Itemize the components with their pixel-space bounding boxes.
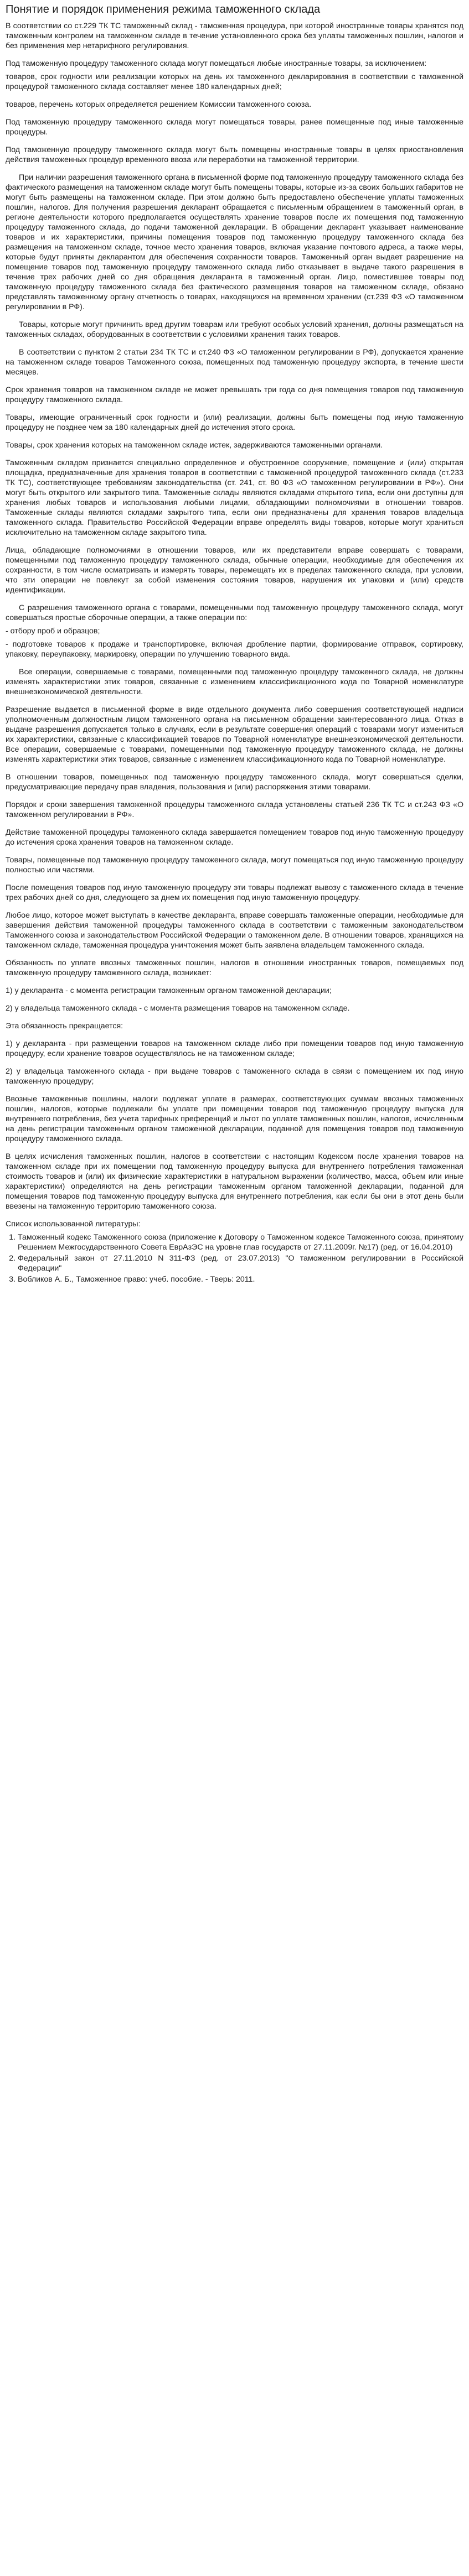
paragraph: Разрешение выдается в письменной форме в виде отдельного документа либо совершения соответствующей надписи уполномоченным должностным лицом таможенного органа на письменном обращении заинтересованного лица. Отказ в выдаче разрешения допускается только в случаях, если в результате совершения операций с товарами могут измениться их характеристики, связанные с классификацией товаров по Товарной номенклатуре внешнеэкономической деятельности. Все операции, совершаемые с товарами, помещенными под таможенную процедуру таможенного склада, не должны изменять характеристики этих товаров, связанные с изменением классификационного кода по Товарной номенклатуре. (6, 705, 463, 764)
paragraph: Под таможенную процедуру таможенного склада могут помещаться товары, ранее помещенные под иные таможенные процедуры. (6, 118, 463, 137)
paragraph: В соответствии с пунктом 2 статьи 234 ТК ТС и ст.240 ФЗ «О таможенном регулировании в РФ), допускается хранение на таможенном складе товаров Таможенного союза, помещенных под таможенную процедуру экспорта, в течение шести месяцев. (6, 348, 463, 377)
references-heading: Список использованной литературы: (6, 1220, 141, 1229)
paragraph: В соответствии со ст.229 ТК ТС таможенный склад - таможенная процедура, при которой иностранные товары хранятся под таможенным контролем на таможенном складе в течение установленного срока без уплаты таможенных пошлин, налогов и без применения мер нетарифного регулирования. (6, 22, 463, 50)
list-item: - подготовке товаров к продаже и транспортировке, включая дробление партии, формирование отправок, сортировку, упаковку, переупаковку, маркировку, операции по улучшению товарного вида. (6, 640, 463, 659)
paragraph: Обязанность по уплате ввозных таможенных пошлин, налогов в отношении иностранных товаров, помещаемых под таможенную процедуру таможенного склада, возникает: (6, 959, 463, 977)
page-title: Понятие и порядок применения режима таможенного склада (6, 3, 321, 15)
paragraph: Любое лицо, которое может выступать в качестве декларанта, вправе совершать таможенные операции, необходимые для завершения действия таможенной процедуры таможенного склада в соответствии с таможенным законодательством Таможенного союза и законодательством Российской Федерации о таможенном деле. В отношении товаров, хранящихся на таможенном складе, таможенная процедура уничтожения может быть заявлена владельцем таможенного склада. (6, 911, 463, 950)
list-item: товаров, перечень которых определяется решением Комиссии таможенного союза. (6, 100, 312, 109)
paragraph: После помещения товаров под иную таможенную процедуру эти товары подлежат вывозу с таможенного склада в течение трех рабочих дней со дня, следующего за днем их помещения под иную таможенную процедуру. (6, 883, 463, 902)
reference-item: 1. Таможенный кодекс Таможенного союза (приложение к Договору о Таможенном кодексе Таможенного союза, принятому Решением Межгосударственного Совета ЕврАзЭС на уровне глав государств от 27.11.2009г. №17) (ред. от 16.04.2010) (18, 1232, 463, 1252)
paragraph: Эта обязанность прекращается: (6, 1022, 123, 1031)
paragraph: С разрешения таможенного органа с товарами, помещенными под таможенную процедуру таможенного склада, могут совершаться простые сборочные операции, а также операции по: (6, 603, 463, 622)
list-item: товаров, срок годности или реализации которых на день их таможенного декларирования в соответствии с таможенной процедурой таможенного склада составляет менее 180 календарных дней; (6, 72, 463, 91)
paragraph: Все операции, совершаемые с товарами, помещенными под таможенную процедуру таможенного склада, не должны изменять характеристики этих товаров, связанные с изменением классификационного кода по Товарной номенклатуре внешнеэкономической деятельности. (6, 668, 463, 696)
paragraph: Под таможенную процедуру таможенного склада могут быть помещены иностранные товары в целях приостановления действия таможенных процедур временного ввоза или переработки на таможенной территории. (6, 145, 463, 164)
list-item: - отбору проб и образцов; (6, 627, 100, 636)
paragraph: Товары, срок хранения которых на таможенном складе истек, задерживаются таможенными органами. (6, 441, 383, 450)
paragraph: Ввозные таможенные пошлины, налоги подлежат уплате в размерах, соответствующих суммам ввозных таможенных пошлин, налогов, которые подлежали бы уплате при помещении товаров под таможенную процедуру выпуска для внутреннего потребления, без учета тарифных преференций и льгот по уплате таможенных пошлин, налогов, исчисленным на день регистрации таможенным органом таможенной декларации, поданной для помещения товаров под таможенную процедуру таможенного склада. (6, 1095, 463, 1143)
paragraph: Товары, имеющие ограниченный срок годности и (или) реализации, должны быть помещены под иную таможенную процедуру не позднее чем за 180 календарных дней до истечения этого срока. (6, 413, 463, 432)
list-item: 2) у владельца таможенного склада - с момента размещения товаров на таможенном складе. (6, 1004, 350, 1013)
paragraph: Товары, которые могут причинить вред другим товарам или требуют особых условий хранения, должны размещаться на таможенных складах, оборудованных в соответствии с условиями хранения таких товаров. (6, 320, 463, 339)
paragraph: Товары, помещенные под таможенную процедуру таможенного склада, могут помещаться под иную таможенную процедуру полностью или частями. (6, 856, 463, 875)
paragraph: В целях исчисления таможенных пошлин, налогов в соответствии с настоящим Кодексом после хранения товаров на таможенном складе при их помещении под таможенную процедуру выпуска для внутреннего потребления таможенная стоимость товаров и (или) их физические характеристики в натуральном выражении (количество, масса, объем или иные характеристики) определяются на день регистрации таможенным органом таможенной декларации, поданной для помещения товаров под таможенную процедуру выпуска для внутреннего потребления, как если бы они в этот день были ввезены на таможенную территорию таможенного союза. (6, 1152, 463, 1211)
paragraph: Действие таможенной процедуры таможенного склада завершается помещением товаров под иную таможенную процедуру до истечения срока хранения товаров на таможенном складе. (6, 828, 463, 847)
paragraph: Порядок и сроки завершения таможенной процедуры таможенного склада установлены статьей 236 ТК ТС и ст.243 ФЗ «О таможенном регулировании в РФ». (6, 800, 463, 819)
reference-item: 2. Федеральный закон от 27.11.2010 N 311-ФЗ (ред. от 23.07.2013) "О таможенном регулировании в Российской Федерации" (18, 1253, 463, 1273)
paragraph: Срок хранения товаров на таможенном складе не может превышать три года со дня помещения товаров под таможенную процедуру таможенного склада. (6, 386, 463, 404)
list-item: 1) у декларанта - с момента регистрации таможенным органом таможенной декларации; (6, 986, 332, 995)
list-item: 1) у декларанта - при размещении товаров на таможенном складе либо при помещении товаров под иную таможенную процедуру, если хранение товаров осуществлялось не на таможенном складе; (6, 1039, 463, 1058)
paragraph: В отношении товаров, помещенных под таможенную процедуру таможенного склада, могут совершаться сделки, предусматривающие передачу прав владения, пользования и (или) распоряжения этими товарами. (6, 773, 463, 792)
paragraph: Лица, обладающие полномочиями в отношении товаров, или их представители вправе совершать с товарами, помещенными под таможенную процедуру таможенного склада, обычные операции, необходимые для обеспечения их сохранности, в том числе осматривать и измерять товары, перемещать их в пределах таможенного склада, при условии, что эти операции не повлекут за собой изменения состояния товаров, нарушения их упаковки и (или) средств идентификации. (6, 546, 463, 595)
paragraph: Под таможенную процедуру таможенного склада могут помещаться любые иностранные товары, за исключением: (6, 59, 427, 68)
references-list (6, 1232, 463, 1284)
reference-item: 3. Вобликов А. Б., Таможенное право: учеб. пособие. - Тверь: 2011. (18, 1274, 463, 1284)
paragraph: При наличии разрешения таможенного органа в письменной форме под таможенную процедуру таможенного склада без фактического размещения на таможенном складе могут быть помещены товары, которые из-за своих больших габаритов не могут быть размещены на таможенном складе. При этом должно быть предоставлено обеспечение уплаты таможенных пошлин, налогов. Для получения разрешения декларант обращается с письменным обращением в таможенный орган, в регионе деятельности которого предполагается осуществлять хранение товаров после их помещения под таможенную процедуру таможенного склада, до подачи таможенной декларации. В обращении декларант указывает наименование товаров и их характеристики, причины помещения товаров под таможенную процедуру таможенного склада без размещения на таможенном складе, точное место хранения товаров, включая указание почтового адреса, а также меры, которые будут приняты декларантом для обеспечения сохранности товаров. Таможенный орган выдает разрешение на помещение товаров под таможенную процедуру таможенного склада либо отказывает в выдаче такого разрешения в течение трех рабочих дней со дня обращения декларанта в таможенный орган. Лицо, поместившее товары под таможенную процедуру таможенного склада без фактического размещения товаров на таможенном складе, обязано представлять таможенному органу отчетность о товарах, находящихся на временном хранении (ст.239 ФЗ «О таможенном регулировании в РФ). (6, 173, 463, 311)
paragraph: Таможенным складом признается специально определенное и обустроенное сооружение, помещение и (или) открытая площадка, предназначенные для хранения товаров в соответствии с таможенной процедурой таможенного склада (ст.233 ТК ТС), соответствующее требованиям законодательства (ст. 241, ст. 80 ФЗ «О таможенном регулировании в РФ»). Они могут быть открытого или закрытого типа. Таможенные склады являются складами открытого типа, если они доступны для хранения любых товаров и использования любыми лицами, обладающими полномочиями в отношении товаров. Таможенные склады являются складами закрытого типа, если они предназначены для хранения товаров владельца таможенного склада. Правительство Российской Федерации вправе определять виды товаров, которые могут храниться исключительно на таможенном складе закрытого типа. (6, 459, 463, 537)
list-item: 2) у владельца таможенного склада - при выдаче товаров с таможенного склада в связи с помещением их под иную таможенную процедуру; (6, 1067, 463, 1086)
